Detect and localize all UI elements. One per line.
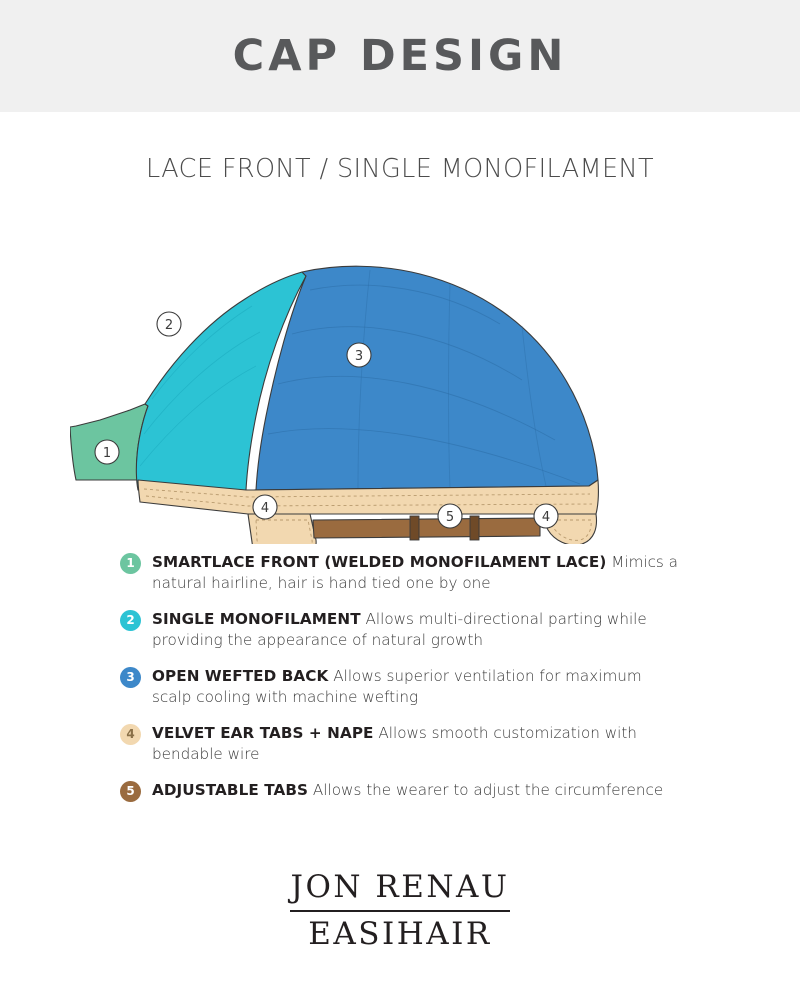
legend-description-4: Allows smooth customization with bendable wire xyxy=(152,724,637,763)
legend-badge-5: 5 xyxy=(120,781,141,802)
diagram-container xyxy=(0,194,800,544)
callout-4-right xyxy=(534,504,558,528)
cap-type-subtitle: LACE FRONT / SINGLE MONOFILAMENT xyxy=(146,154,654,184)
list-item xyxy=(120,552,680,594)
legend-title-1: SMARTLACE FRONT (WELDED MONOFILAMENT LACE) xyxy=(152,553,607,571)
page-header xyxy=(0,0,800,112)
legend-badge-1: 1 xyxy=(120,553,141,574)
page-title: CAP DESIGN xyxy=(232,31,568,81)
legend-title-3: OPEN WEFTED BACK xyxy=(152,667,329,685)
legend-description-2: Allows multi-directional parting while providing the appearance of natural growth xyxy=(152,610,647,649)
legend-badge-4: 4 xyxy=(120,724,141,745)
callout-5 xyxy=(438,504,462,528)
svg-text:3: 3 xyxy=(354,349,364,364)
brand-logo xyxy=(0,869,800,952)
svg-text:5: 5 xyxy=(445,510,455,525)
legend-title-4: VELVET EAR TABS + NAPE xyxy=(152,724,374,742)
list-item xyxy=(120,780,680,802)
adjustable-tab-buckle-left xyxy=(410,516,419,540)
svg-text:2: 2 xyxy=(164,318,174,333)
legend-list xyxy=(120,552,680,802)
callout-2 xyxy=(157,312,181,336)
list-item xyxy=(120,666,680,708)
brand-name-primary: JON RENAU xyxy=(290,869,510,905)
legend-entry-4 xyxy=(152,723,680,765)
svg-text:4: 4 xyxy=(260,501,270,516)
brand-divider xyxy=(290,910,510,912)
callout-3 xyxy=(347,343,371,367)
legend-title-5: ADJUSTABLE TABS xyxy=(152,781,309,799)
list-item xyxy=(120,609,680,651)
adjustable-tab-buckle-right xyxy=(470,516,479,540)
callout-4-left xyxy=(253,495,277,519)
wig-cap-construction-diagram xyxy=(70,194,730,544)
legend-entry-5 xyxy=(152,780,663,801)
legend-entry-3 xyxy=(152,666,680,708)
legend-entry-1 xyxy=(152,552,680,594)
list-item xyxy=(120,723,680,765)
legend-badge-2: 2 xyxy=(120,610,141,631)
callout-1 xyxy=(95,440,119,464)
region-adjustable-strap xyxy=(313,518,540,538)
region-velvet-ear-tab-left xyxy=(248,514,316,544)
brand-name-secondary: EASIHAIR xyxy=(308,916,492,952)
legend-description-1: Mimics a natural hairline, hair is hand tied one by one xyxy=(152,553,678,592)
legend-description-3: Allows superior ventilation for maximum scalp cooling with machine wefting xyxy=(152,667,642,706)
subtitle-container xyxy=(0,154,800,184)
svg-text:1: 1 xyxy=(102,446,112,461)
svg-text:4: 4 xyxy=(541,510,551,525)
legend-title-2: SINGLE MONOFILAMENT xyxy=(152,610,361,628)
legend-description-5: Allows the wearer to adjust the circumference xyxy=(312,781,664,799)
legend-badge-3: 3 xyxy=(120,667,141,688)
legend-entry-2 xyxy=(152,609,680,651)
